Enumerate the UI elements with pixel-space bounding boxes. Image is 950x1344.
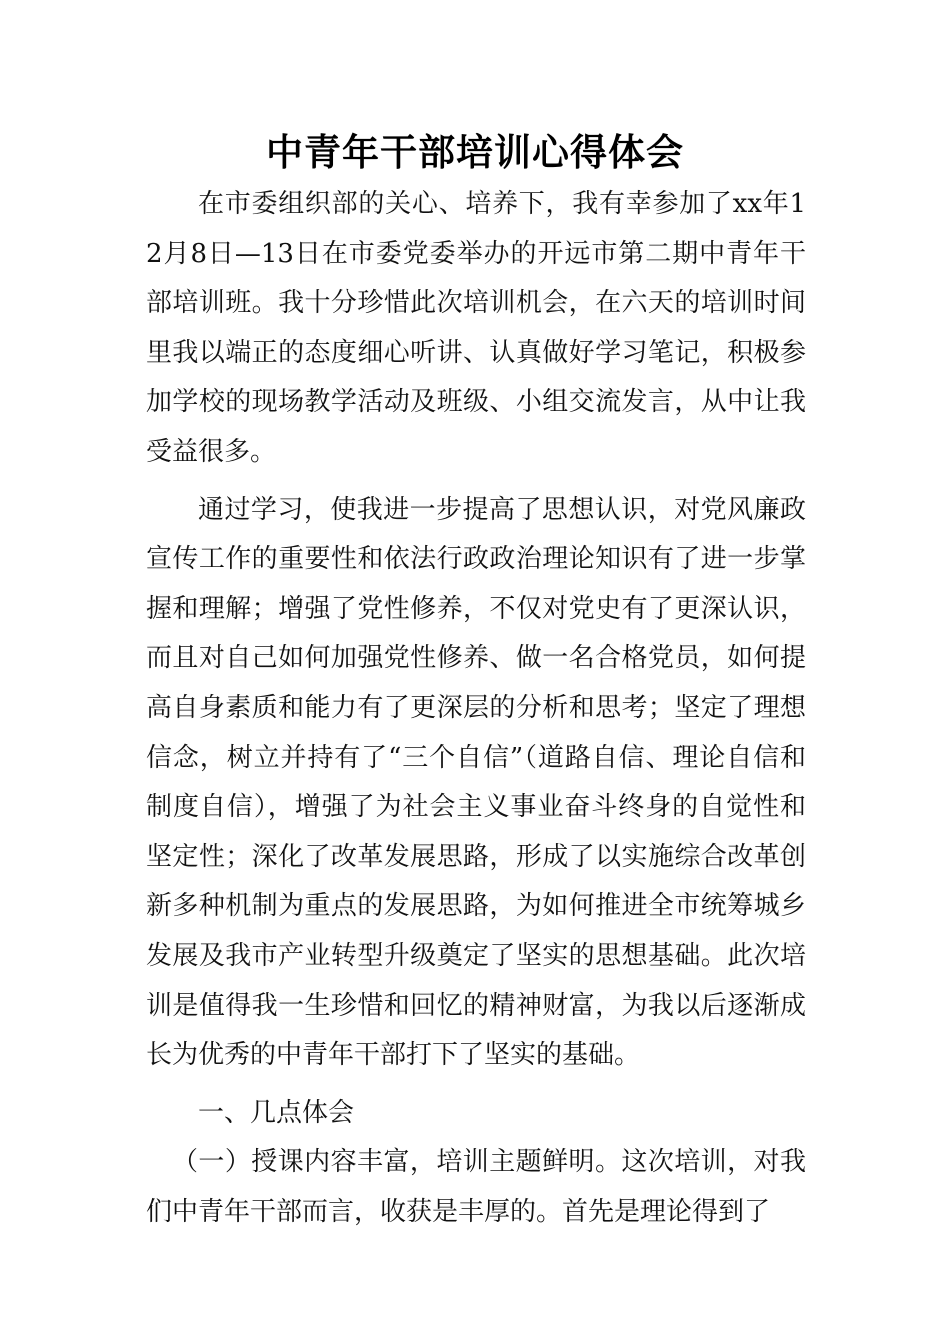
- section-heading: 一、几点体会: [198, 1097, 355, 1128]
- paragraph-learning: 通过学习，使我进一步提高了思想认识，对党风廉政宣传工作的重要性和依法行政政治理论知识有了进一步掌握和理解；增强了党性修养，不仅对党史有了更深认识，而且对自己如何加强党性修养、做一名合格党员，如何提高自身素质和能力有了更深层的分析和思考；坚定了理想信念，树立并持有了“三个自信”（道路自信、理论自信和制度自信），增强了为社会主义事业奋斗终身的自觉性和坚定性；深化了改革发展思路，形成了以实施综合改革创新多种机制为重点的发展思路，为如何推进全市统筹城乡发展及我市产业转型升级奠定了坚实的思想基础。此次培训是值得我一生珍惜和回忆的精神财富，为我以后逐渐成长为优秀的中青年干部打下了坚实的基础。: [146, 494, 806, 1071]
- document-body: [146, 180, 806, 1237]
- paragraph-intro: 在市委组织部的关心、培养下，我有幸参加了xx年12月8日—13日在市委党委举办的开远市第二期中青年干部培训班。我十分珍惜此次培训机会，在六天的培训时间里我以端正的态度细心听讲、认真做好学习笔记，积极参加学校的现场教学活动及班级、小组交流发言，从中让我受益很多。: [146, 189, 806, 467]
- paragraph-point-one: （一）授课内容丰富，培训主题鲜明。这次培训，对我们中青年干部而言，收获是丰厚的。首先是理论得到了: [146, 1147, 806, 1227]
- document-title: 中青年干部培训心得体会: [266, 130, 684, 174]
